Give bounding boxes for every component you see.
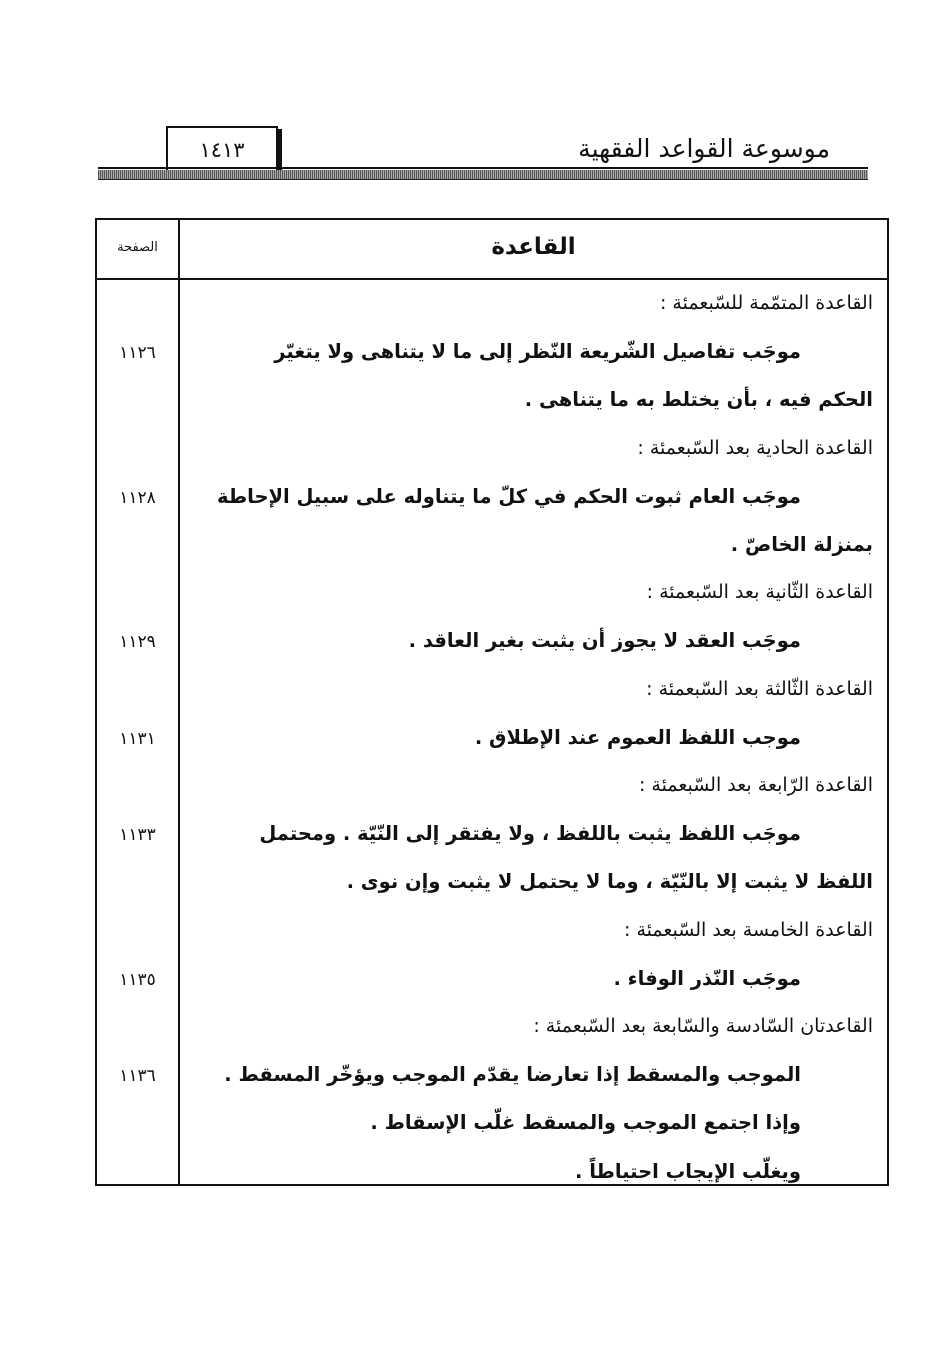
header-rule — [98, 170, 868, 180]
rule-text-line: الموجب والمسقط إذا تعارضا يقدّم الموجب ويؤخّر المسقط . — [224, 1063, 801, 1087]
page-reference: ١١٣٥ — [119, 969, 156, 990]
header-divider — [97, 278, 887, 280]
rule-text-line: موجَب تفاصيل الشّريعة النّظر إلى ما لا يتناهى ولا يتغيّر — [274, 340, 801, 364]
column-divider — [178, 220, 180, 1184]
rule-heading: القاعدة المتمّمة للسّبعمئة : — [659, 292, 873, 314]
header-rule-thin — [98, 167, 868, 169]
rule-text-line: موجب اللفظ العموم عند الإطلاق . — [474, 725, 801, 749]
rule-heading: القاعدة الرّابعة بعد السّبعمئة : — [638, 774, 873, 796]
rule-heading: القاعدة الخامسة بعد السّبعمئة : — [624, 918, 873, 941]
rule-text-line: وإذا اجتمع الموجب والمسقط غلّب الإسقاط . — [370, 1111, 801, 1135]
rule-text-line: ويغلّب الإيجاب احتياطاً . — [575, 1159, 801, 1183]
rule-heading: القاعدة الثّانية بعد السّبعمئة : — [646, 581, 873, 604]
rule-text-line: موجَب العقد لا يجوز أن يثبت بغير العاقد . — [408, 629, 801, 653]
page-column-header: الصفحة — [117, 240, 158, 255]
page-reference: ١١٢٦ — [119, 343, 156, 364]
rule-text-line: موجَب النّذر الوفاء . — [613, 966, 801, 990]
rule-heading: القاعدة الثّالثة بعد السّبعمئة : — [646, 677, 873, 700]
rule-heading: القاعدتان السّادسة والسّابعة بعد السّبعمئة : — [533, 1015, 873, 1037]
page-reference: ١١٢٩ — [119, 632, 156, 653]
rule-text-line: موجَب العام ثبوت الحكم في كلّ ما يتناوله على سبيل الإحاطة — [216, 484, 801, 508]
rules-index-table — [95, 218, 889, 1186]
rule-text-line: موجَب اللفظ يثبت باللفظ ، ولا يفتقر إلى النّيّة . ومحتمل — [259, 822, 801, 846]
rule-text-line: بمنزلة الخاصّ . — [730, 533, 873, 556]
rule-column-header: القاعدة — [491, 234, 576, 260]
rule-heading: القاعدة الحادية بعد السّبعمئة : — [637, 436, 873, 459]
page-reference: ١١٢٨ — [119, 487, 156, 508]
page-number: ١٤١٣ — [166, 126, 278, 174]
page-header — [98, 126, 868, 182]
rule-text-line: الحكم فيه ، بأن يختلط به ما يتناهى . — [524, 388, 873, 412]
page-reference: ١١٣٦ — [119, 1066, 156, 1087]
rule-text-line: اللفظ لا يثبت إلا بالنّيّة ، وما لا يحتمل لا يثبت وإن نوى . — [346, 870, 873, 894]
page-reference: ١١٣١ — [119, 728, 156, 749]
book-title: موسوعة القواعد الفقهية — [578, 134, 830, 163]
page-reference: ١١٣٣ — [119, 825, 156, 846]
